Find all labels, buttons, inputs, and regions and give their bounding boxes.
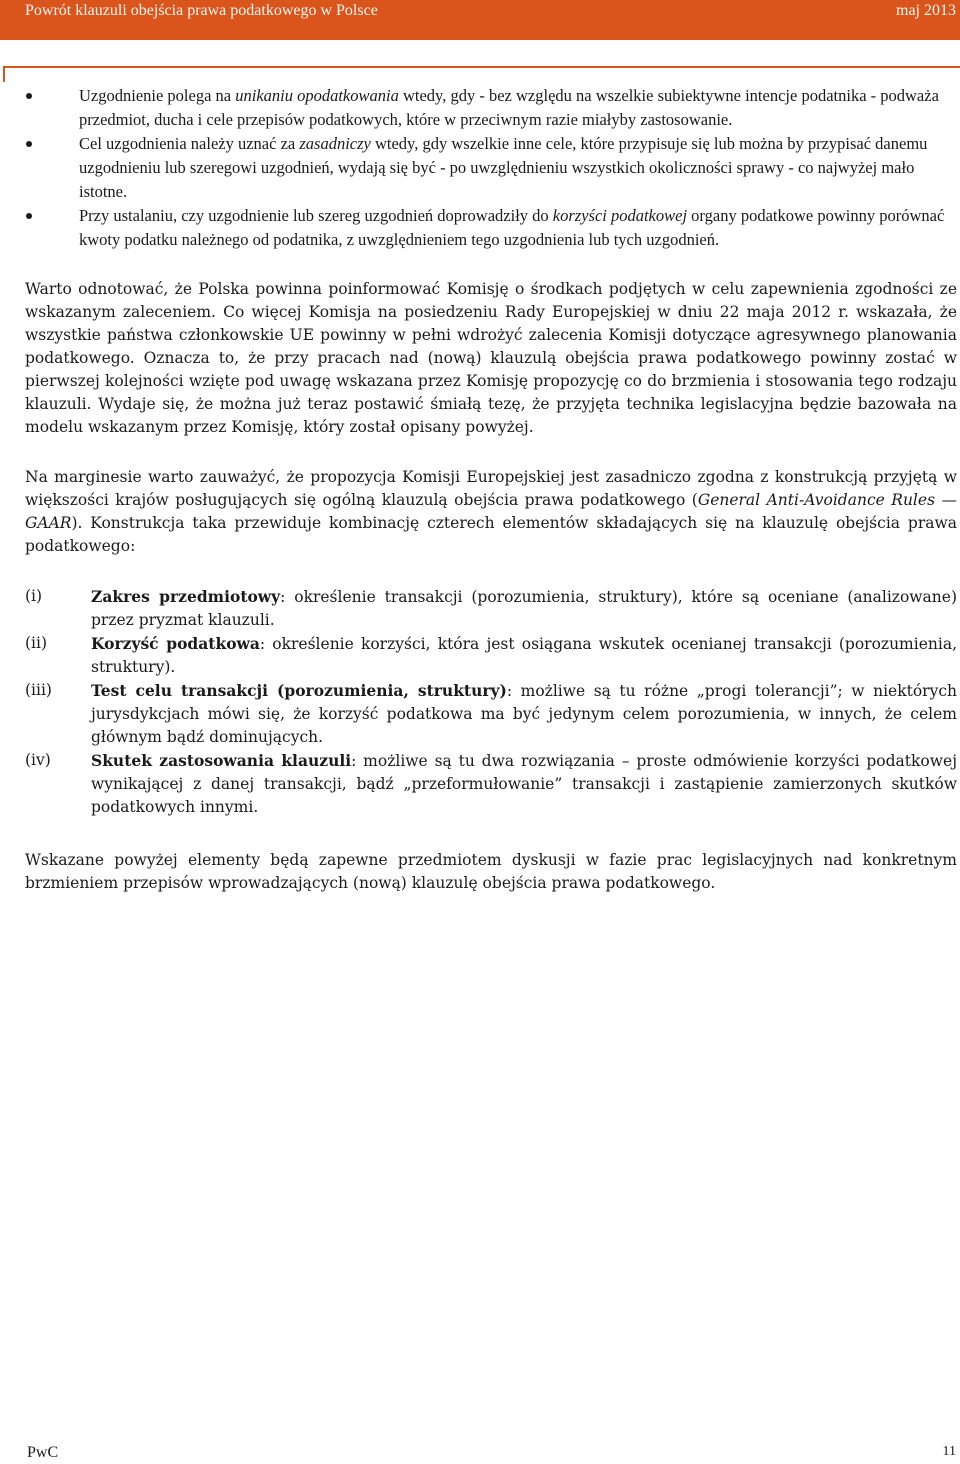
document-body	[25, 84, 957, 895]
element-heading: Zakres przedmiotowy	[91, 587, 281, 606]
paragraph-gaar: Na marginesie warto zauważyć, że propozycja Komisji Europejskiej jest zasadniczo zgodna z konstrukcją przyjętą w większości krajów posługujących się ogólną klauzulą obejścia prawa podatkowego (General Anti-Avoidance Rules — GAAR). Konstrukcja taka przewiduje kombinację czterech elementów składających się na klauzulę obejścia prawa podatkowego:	[25, 468, 957, 555]
header-title: Powrót klauzuli obejścia prawa podatkowego w Polsce	[25, 2, 378, 19]
paragraph-summary: Wskazane powyżej elementy będą zapewne przedmiotem dyskusji w fazie prac legislacyjnych nad konkretnym brzmieniem przepisów wprowadzających (nową) klauzulę obejścia prawa podatkowego.	[25, 851, 957, 892]
element-heading: Test celu transakcji (porozumienia, struktury)	[91, 681, 507, 700]
footer-brand: PwC	[27, 1444, 59, 1461]
page-header-bar	[0, 0, 960, 40]
list-item: Cel uzgodnienia należy uznać za zasadniczy wtedy, gdy wszelkie inne cele, które przypisuje się lub można by przypisać danemu uzgodnieniu lub szeregowi uzgodnień, wydają się być - po uwzględnieniu wszystkich okoliczności sprawy - co najwyżej mało istotne.	[25, 132, 957, 204]
emphasis: korzyści podatkowej	[552, 206, 688, 225]
element-heading: Skutek zastosowania klauzuli	[91, 751, 352, 770]
list-number: (iv)	[25, 751, 51, 769]
header-date: maj 2013	[896, 2, 956, 19]
emphasis: General Anti-Avoidance Rules — GAAR	[25, 491, 957, 532]
bullet-dot	[26, 213, 32, 219]
page-number: 11	[942, 1444, 956, 1459]
bullet-dot	[26, 93, 32, 99]
list-item: (ii) Korzyść podatkowa: określenie korzyści, która jest osiągana wskutek ocenianej transakcji (porozumienia, struktury).	[25, 634, 957, 676]
element-heading: Korzyść podatkowa	[91, 634, 260, 653]
corner-frame-line	[3, 66, 960, 82]
list-number: (iii)	[25, 681, 52, 699]
emphasis: zasadniczy	[299, 134, 371, 153]
paragraph-recommendation: Warto odnotować, że Polska powinna poinformować Komisję o środkach podjętych w celu zapewnienia zgodności ze wskazanym zaleceniem. Co więcej Komisja na posiedzeniu Rady Europejskiej w dniu 22 maja 2012 r. wskazała, że wszystkie państwa członkowskie UE powinny w pełni wdrożyć zalecenia Komisji dotyczące agresywnego planowania podatkowego. Oznacza to, że przy pracach nad (nową) klauzulą obejścia prawa podatkowego powinny zostać w pierwszej kolejności wzięte pod uwagę wskazana przez Komisję propozycję co do brzmienia i stosowania tego rodzaju klauzuli. Wydaje się, że można już teraz postawić śmiałą tezę, że przyjęta technika legislacyjna będzie bazowała na modelu wskazanym przez Komisję, który został opisany powyżej.	[25, 280, 957, 436]
emphasis: unikaniu opodatkowania	[235, 86, 399, 105]
list-number: (ii)	[25, 634, 48, 652]
list-item: Przy ustalaniu, czy uzgodnienie lub szereg uzgodnień doprowadziły do korzyści podatkowej organy podatkowe powinny porównać kwoty podatku należnego od podatnika, z uwzględnieniem tego uzgodnienia lub tych uzgodnień.	[25, 204, 957, 252]
list-item: Uzgodnienie polega na unikaniu opodatkowania wtedy, gdy - bez względu na wszelkie subiektywne intencje podatnika - podważa przedmiot, ducha i cele przepisów podatkowych, które w przeciwnym razie miałyby zastosowanie.	[25, 84, 957, 132]
list-item: (iii) Test celu transakcji (porozumienia, struktury): możliwe są tu różne „progi tolerancji”; w niektórych jurysdykcjach mówi się, że korzyść podatkowa ma być jedynym celem porozumienia, w innych, że celem głównym bądź dominujących.	[25, 681, 957, 746]
elements-list	[25, 585, 957, 819]
list-item: (i) Zakres przedmiotowy: określenie transakcji (porozumienia, struktury), które są oceniane (analizowane) przez pryzmat klauzuli.	[25, 587, 957, 629]
definitions-list	[25, 84, 957, 252]
bullet-dot	[26, 141, 32, 147]
list-item: (iv) Skutek zastosowania klauzuli: możliwe są tu dwa rozwiązania – proste odmówienie korzyści podatkowej wynikającej z danej transakcji, bądź „przeformułowanie” transakcji i zastąpienie zamierzonych skutków podatkowych innymi.	[25, 751, 957, 816]
list-number: (i)	[25, 587, 43, 605]
